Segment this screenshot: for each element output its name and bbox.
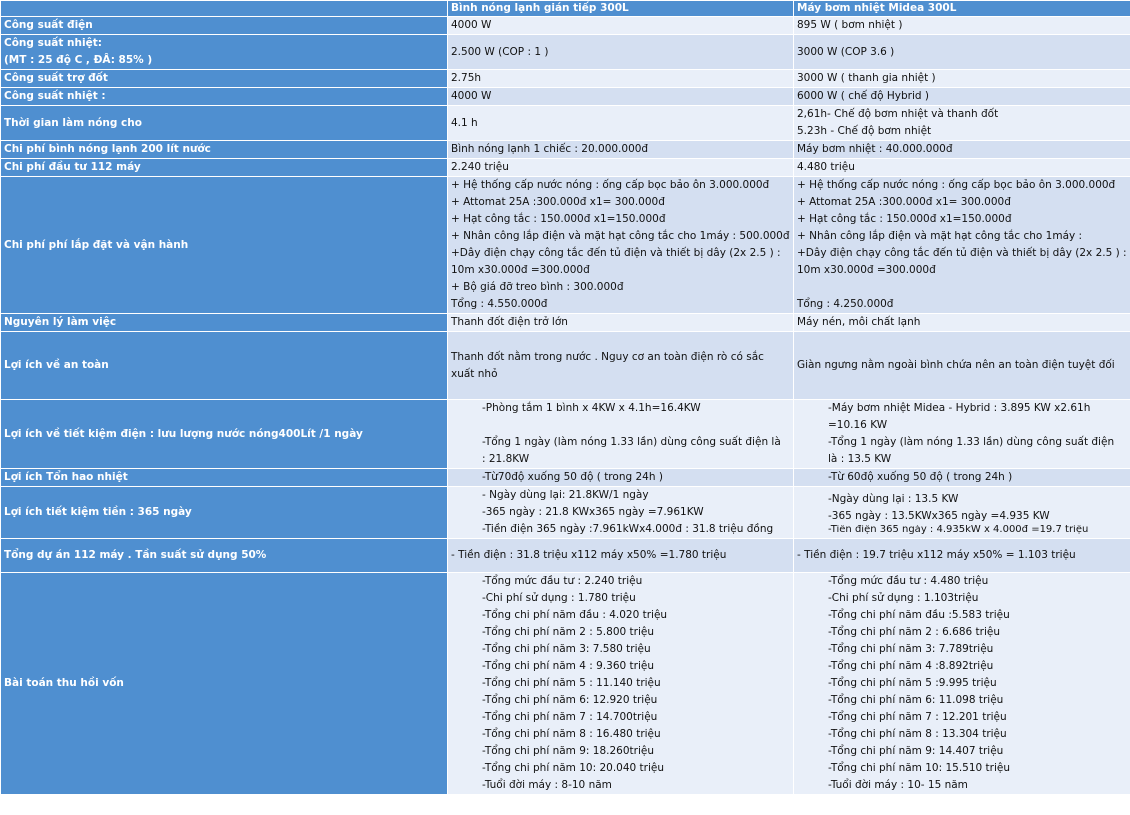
cell-line: -Tổng chi phí năm 8 : 16.480 triệu bbox=[482, 728, 661, 740]
row-label bbox=[1, 539, 448, 573]
cell-line: + Attomat 25A :300.000đ x1= 300.000đ bbox=[451, 196, 665, 208]
cell-line: - Tiền điện : 19.7 triệu x112 máy x50% = 1.103 triệu bbox=[797, 549, 1076, 561]
cell-line: + Attomat 25A :300.000đ x1= 300.000đ bbox=[797, 196, 1011, 208]
cell-boiler bbox=[448, 539, 794, 573]
row-label-text: Công suất nhiệt: bbox=[4, 37, 102, 49]
cell-line: + Hệ thống cấp nước nóng : ống cấp bọc bảo ôn 3.000.000đ bbox=[451, 179, 770, 191]
row-label-text: Bài toán thu hồi vốn bbox=[4, 677, 124, 689]
cell-line: + Nhân công lắp điện và mặt hạt công tắc cho 1máy : 500.000đ bbox=[451, 230, 790, 242]
cell-heatpump bbox=[794, 469, 1130, 487]
header-col-a bbox=[1, 1, 448, 17]
cell-heatpump bbox=[794, 487, 1130, 539]
cell-line: -Phòng tắm 1 bình x 4KW x 4.1h=16.4KW bbox=[482, 402, 701, 414]
cell-line: -Máy bơm nhiệt Midea - Hybrid : 3.895 KW x2.61h bbox=[828, 402, 1091, 414]
row-label bbox=[1, 400, 448, 469]
row-label-text: (MT : 25 độ C , ĐÂ: 85% ) bbox=[4, 54, 153, 66]
cell-line: Tổng : 4.250.000đ bbox=[797, 298, 894, 310]
cell-line: -Chi phí sử dụng : 1.780 triệu bbox=[482, 592, 636, 604]
cell-line bbox=[482, 417, 790, 434]
cell-line: + Hạt công tắc : 150.000đ x1=150.000đ bbox=[451, 213, 666, 225]
cell-line: 2.240 triệu bbox=[451, 161, 509, 173]
cell-line: -Tiền điện 365 ngày : 4.935kW x 4.000đ =19.7 triệu bbox=[828, 524, 1089, 535]
cell-line: -Tổng chi phí năm 5 : 11.140 triệu bbox=[482, 677, 661, 689]
cell-line: 4.480 triệu bbox=[797, 161, 855, 173]
row-label-text: Thời gian làm nóng cho bbox=[4, 116, 142, 129]
cell-line: + Hạt công tắc : 150.000đ x1=150.000đ bbox=[797, 213, 1012, 225]
table-body bbox=[1, 17, 1130, 795]
cell-line: + Bộ giá đỡ treo bình : 300.000đ bbox=[451, 281, 624, 293]
cell-heatpump bbox=[794, 141, 1130, 159]
row-label bbox=[1, 141, 448, 159]
cell-line: Máy nén, môi chất lạnh bbox=[797, 316, 921, 328]
row-label bbox=[1, 332, 448, 400]
cell-line: Thanh đốt điện trở lớn bbox=[451, 316, 568, 328]
cell-boiler bbox=[448, 469, 794, 487]
cell-boiler bbox=[448, 141, 794, 159]
cell-line: + Hệ thống cấp nước nóng : ống cấp bọc bảo ôn 3.000.000đ bbox=[797, 179, 1116, 191]
cell-line: 6000 W ( chế độ Hybrid ) bbox=[797, 90, 929, 102]
cell-line: 4000 W bbox=[451, 90, 492, 102]
cell-line: -Tổng chi phí năm 9: 14.407 triệu bbox=[828, 745, 1004, 757]
cell-line: -Tổng chi phí năm 7 : 12.201 triệu bbox=[828, 711, 1007, 723]
cell-heatpump bbox=[794, 539, 1130, 573]
table-row bbox=[1, 314, 1130, 332]
row-label-text: Lợi ích tiết kiệm tiền : 365 ngày bbox=[4, 506, 192, 518]
cell-line: 3000 W ( thanh gia nhiệt ) bbox=[797, 72, 936, 84]
cell-line: -Tổng chi phí năm 6: 11.098 triệu bbox=[828, 694, 1004, 706]
cell-boiler bbox=[448, 314, 794, 332]
cell-boiler bbox=[448, 573, 794, 795]
cell-line: 10m x30.000đ =300.000đ bbox=[797, 264, 936, 276]
row-label-text: Lợi ích về tiết kiệm điện : lưu lượng nước nóng400Lít /1 ngày bbox=[4, 427, 363, 440]
table-row bbox=[1, 17, 1130, 35]
cell-line: -Tiền điện 365 ngày :7.961kWx4.000đ : 31.8 triệu đồng bbox=[482, 523, 774, 535]
cell-boiler bbox=[448, 177, 794, 314]
row-label-text: Lợi ích về an toàn bbox=[4, 359, 109, 371]
cell-line: xuất nhỏ bbox=[451, 367, 498, 380]
cell-line: -365 ngày : 21.8 KWx365 ngày =7.961KW bbox=[482, 506, 704, 518]
cell-heatpump bbox=[794, 35, 1130, 70]
table-row bbox=[1, 159, 1130, 177]
cell-line: 2.500 W (COP : 1 ) bbox=[451, 45, 549, 58]
cell-line: Thanh đốt nằm trong nước . Nguy cơ an toàn điện rò có sắc bbox=[451, 350, 764, 363]
cell-line: 4000 W bbox=[451, 19, 492, 31]
row-label-text: Lợi ích Tổn hao nhiệt bbox=[4, 471, 128, 483]
cell-line: 895 W ( bơm nhiệt ) bbox=[797, 19, 903, 31]
cell-line: 3000 W (COP 3.6 ) bbox=[797, 45, 895, 58]
row-label-text: Chi phí phí lắp đặt và vận hành bbox=[4, 238, 189, 251]
cell-line: =10.16 KW bbox=[828, 419, 888, 431]
cell-line: -Từ 60độ xuống 50 độ ( trong 24h ) bbox=[828, 471, 1013, 483]
cell-line: -Tổng chi phí năm 6: 12.920 triệu bbox=[482, 694, 658, 706]
cell-line: -365 ngày : 13.5KWx365 ngày =4.935 KW bbox=[828, 509, 1050, 522]
table-row bbox=[1, 469, 1130, 487]
cell-boiler bbox=[448, 106, 794, 141]
cell-line bbox=[797, 279, 1127, 296]
cell-heatpump bbox=[794, 573, 1130, 795]
cell-boiler bbox=[448, 159, 794, 177]
table-row bbox=[1, 400, 1130, 469]
cell-line: - Ngày dùng lại: 21.8KW/1 ngày bbox=[482, 489, 649, 501]
row-label bbox=[1, 573, 448, 795]
table-row bbox=[1, 177, 1130, 314]
cell-line: -Từ70độ xuống 50 độ ( trong 24h ) bbox=[482, 471, 663, 483]
cell-line: -Tổng chi phí năm 10: 20.040 triệu bbox=[482, 762, 665, 774]
cell-line: 10m x30.000đ =300.000đ bbox=[451, 264, 590, 276]
table-row bbox=[1, 573, 1130, 795]
row-label bbox=[1, 106, 448, 141]
row-label bbox=[1, 487, 448, 539]
cell-line: +Dây điện chạy công tắc đến tủ điện và thiết bị dây (2x 2.5 ) : bbox=[451, 247, 781, 259]
row-label bbox=[1, 70, 448, 88]
cell-line: -Tổng chi phí năm 8 : 13.304 triệu bbox=[828, 728, 1007, 740]
header-row bbox=[1, 1, 1130, 17]
cell-heatpump bbox=[794, 88, 1130, 106]
cell-line: -Tổng chi phí năm 3: 7.580 triệu bbox=[482, 643, 651, 655]
cell-line: -Tổng chi phí năm 2 : 6.686 triệu bbox=[828, 626, 1000, 638]
row-label bbox=[1, 469, 448, 487]
cell-line: -Tuổi đời máy : 10- 15 năm bbox=[828, 779, 968, 791]
header-col-c: Máy bơm nhiệt Midea 300L bbox=[794, 1, 1130, 17]
row-label bbox=[1, 88, 448, 106]
cell-boiler bbox=[448, 35, 794, 70]
cell-line: -Tổng chi phí năm 2 : 5.800 triệu bbox=[482, 626, 654, 638]
row-label bbox=[1, 159, 448, 177]
header-col-b: Bình nóng lạnh gián tiếp 300L bbox=[448, 1, 794, 17]
table-row bbox=[1, 332, 1130, 400]
cell-line: -Tổng chi phí năm 10: 15.510 triệu bbox=[828, 762, 1011, 774]
cell-line: -Ngày dùng lại : 13.5 KW bbox=[828, 492, 959, 505]
row-label bbox=[1, 17, 448, 35]
cell-line: -Tổng mức đầu tư : 2.240 triệu bbox=[482, 575, 643, 587]
table-row bbox=[1, 35, 1130, 70]
cell-boiler bbox=[448, 487, 794, 539]
table-row bbox=[1, 539, 1130, 573]
cell-heatpump bbox=[794, 159, 1130, 177]
cell-boiler bbox=[448, 88, 794, 106]
cell-line: Máy bơm nhiệt : 40.000.000đ bbox=[797, 143, 953, 155]
table-row bbox=[1, 88, 1130, 106]
cell-boiler bbox=[448, 17, 794, 35]
row-label bbox=[1, 35, 448, 70]
cell-heatpump bbox=[794, 17, 1130, 35]
cell-line: 2,61h- Chế độ bơm nhiệt và thanh đốt bbox=[797, 108, 999, 120]
table-row bbox=[1, 70, 1130, 88]
cell-line: -Tổng 1 ngày (làm nóng 1.33 lần) dùng công suất điện là bbox=[482, 436, 781, 448]
cell-heatpump bbox=[794, 332, 1130, 400]
cell-line: -Tổng chi phí năm đầu : 4.020 triệu bbox=[482, 609, 668, 621]
cell-line: là : 13.5 KW bbox=[828, 453, 892, 465]
cell-line: -Tuổi đời máy : 8-10 năm bbox=[482, 779, 612, 791]
cell-line: -Chi phí sử dụng : 1.103triệu bbox=[828, 592, 979, 604]
cell-line: +Dây điện chạy công tắc đến tủ điện và thiết bị dây (2x 2.5 ) : bbox=[797, 247, 1127, 259]
row-label-text: Nguyên lý làm việc bbox=[4, 316, 117, 328]
cell-line: -Tổng chi phí năm 9: 18.260triệu bbox=[482, 745, 654, 757]
cell-line: + Nhân công lắp điện và mặt hạt công tắc cho 1máy : bbox=[797, 230, 1083, 242]
table-row bbox=[1, 141, 1130, 159]
cell-line: -Tổng chi phí năm 4 :8.892triệu bbox=[828, 660, 994, 672]
cell-boiler bbox=[448, 400, 794, 469]
cell-line: -Tổng mức đầu tư : 4.480 triệu bbox=[828, 575, 989, 587]
row-label-text: Công suất nhiệt : bbox=[4, 90, 106, 102]
cell-heatpump bbox=[794, 400, 1130, 469]
cell-line: Bình nóng lạnh 1 chiếc : 20.000.000đ bbox=[451, 143, 649, 155]
table-row bbox=[1, 106, 1130, 141]
cell-line: -Tổng 1 ngày (làm nóng 1.33 lần) dùng công suất điện bbox=[828, 436, 1115, 448]
cell-heatpump bbox=[794, 177, 1130, 314]
cell-boiler bbox=[448, 70, 794, 88]
cell-line: -Tổng chi phí năm 4 : 9.360 triệu bbox=[482, 660, 654, 672]
cell-heatpump bbox=[794, 314, 1130, 332]
cell-line: -Tổng chi phí năm 5 :9.995 triệu bbox=[828, 677, 997, 689]
cell-line: Giàn ngưng nằm ngoài bình chứa nên an toàn điện tuyệt đối bbox=[797, 359, 1115, 371]
cell-heatpump bbox=[794, 70, 1130, 88]
row-label bbox=[1, 314, 448, 332]
row-label bbox=[1, 177, 448, 314]
cell-line: - Tiền điện : 31.8 triệu x112 máy x50% =1.780 triệu bbox=[451, 549, 727, 561]
row-label-text: Chi phí đầu tư 112 máy bbox=[4, 161, 141, 173]
cell-line: Tổng : 4.550.000đ bbox=[451, 298, 548, 310]
row-label-text: Chi phí bình nóng lạnh 200 lít nước bbox=[4, 143, 211, 155]
table-row bbox=[1, 487, 1130, 539]
cell-line: -Tổng chi phí năm 7 : 14.700triệu bbox=[482, 711, 658, 723]
cell-line: 5.23h - Chế độ bơm nhiệt bbox=[797, 125, 932, 137]
row-label-text: Công suất điện bbox=[4, 19, 93, 31]
cell-line: : 21.8KW bbox=[482, 453, 530, 465]
cell-line: -Tổng chi phí năm đầu :5.583 triệu bbox=[828, 609, 1010, 621]
cell-line: 2.75h bbox=[451, 72, 482, 84]
cell-heatpump bbox=[794, 106, 1130, 141]
cell-line: 4.1 h bbox=[451, 116, 478, 129]
cell-boiler bbox=[448, 332, 794, 400]
row-label-text: Công suất trợ đốt bbox=[4, 72, 108, 84]
row-label-text: Tổng dự án 112 máy . Tần suất sử dụng 50% bbox=[4, 549, 267, 561]
cell-line: -Tổng chi phí năm 3: 7.789triệu bbox=[828, 643, 994, 655]
